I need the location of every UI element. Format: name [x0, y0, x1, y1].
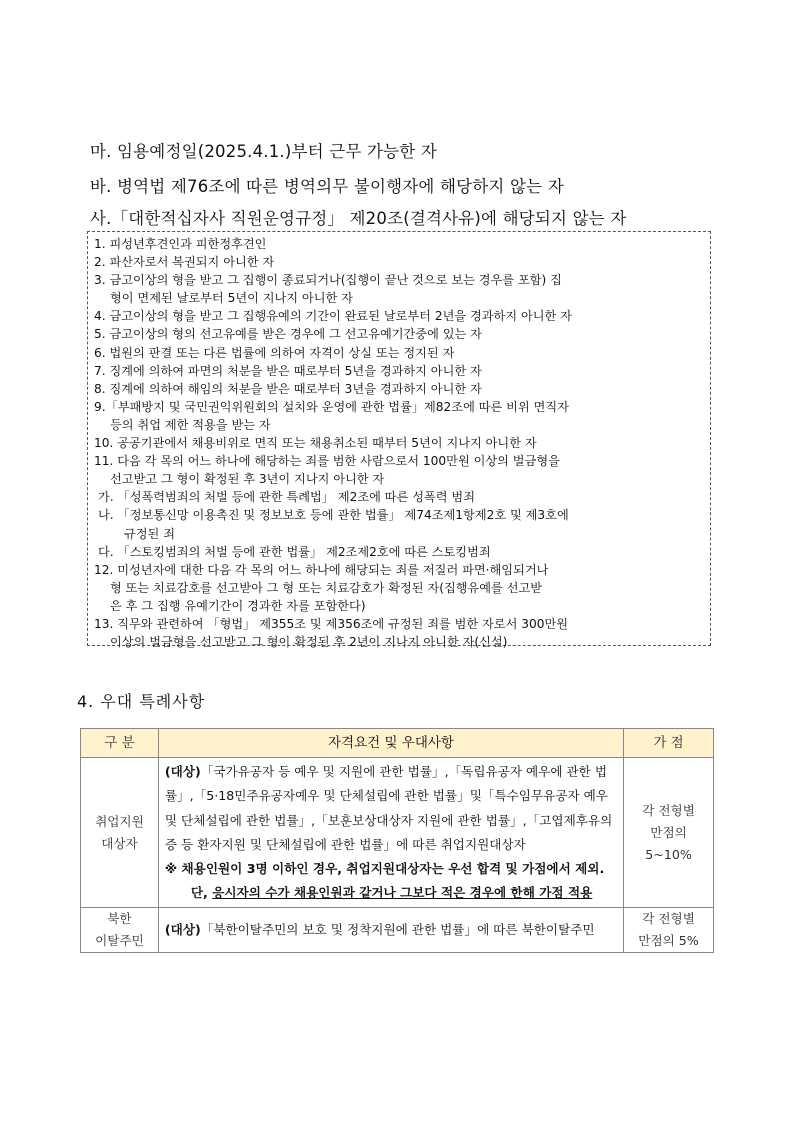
section-title: 4. 우대 특례사항: [77, 692, 206, 711]
preference-table: [80, 728, 714, 953]
category-line: 대상자: [101, 835, 138, 851]
header-category: 구 분: [81, 729, 159, 758]
disq-item-3-cont: 형이 면제된 날로부터 5년이 지나지 아니한 자: [110, 291, 353, 306]
target-description: [165, 918, 617, 942]
disq-subitem-na-cont: 규정된 죄: [124, 526, 175, 541]
category-cell: [81, 908, 159, 953]
disq-subitem-da: 다. 「스토킹범죄의 처벌 등에 관한 법률」 제2조제2호에 따른 스토킹범죄: [98, 544, 491, 559]
requirements-cell: [158, 758, 623, 908]
disq-item-3: 3. 금고이상의 형을 받고 그 집행이 종료되거나(집행이 끝난 것으로 보는 경우를 포함) 집: [94, 273, 562, 288]
disq-item-12-cont: 형 또는 치료감호를 선고받아 그 형 또는 치료감호가 확정된 자(집행유예를 선고받: [110, 580, 543, 595]
header-requirements: 자격요건 및 우대사항: [158, 729, 623, 758]
disq-item-1: 1. 피성년후견인과 피한정후견인: [94, 237, 267, 251]
points-line: 각 전형별: [642, 911, 695, 927]
points-cell: [624, 908, 714, 953]
table-row: [81, 758, 714, 908]
category-line: 취업지원: [95, 813, 144, 829]
disq-subitem-ga: 가. 「성폭력범죄의 처벌 등에 관한 특례법」 제2조에 따른 성폭력 범죄: [98, 490, 475, 505]
disq-item-13: 13. 직무와 관련하여 「형법」 제355조 및 제356조에 규정된 죄를 범한 자로서 300만원: [94, 616, 569, 631]
disq-item-11: 11. 다음 각 목의 어느 하나에 해당하는 죄를 범한 사람으로서 100만원 이상의 벌금형을: [94, 454, 560, 469]
requirement-ma: 마. 임용예정일(2025.4.1.)부터 근무 가능한 자: [90, 142, 437, 161]
target-text: 「국가유공자 등 예우 및 지원에 관한 법률」,「독립유공자 예우에 관한 법률」,「5·18민주유공자예우 및 단체설립에 관한 법률」및「특수임무유공자 예우 및 단체설립에 관한 법률」,「보훈보상대상자 지원에 관한 법률」,「고엽제후유의증 등 환자지원 및 단체설립에 관한 법률」에 따른 취업지원대상자: [164, 764, 613, 852]
disq-item-11-cont: 선고받고 그 형이 확정된 후 3년이 지나지 아니한 자: [110, 472, 385, 487]
disq-item-6: 6. 법원의 판결 또는 다른 법률에 의하여 자격이 상실 또는 정지된 자: [94, 345, 455, 360]
target-text: 「북한이탈주민의 보호 및 정착지원에 관한 법률」에 따른 북한이탈주민: [200, 922, 595, 938]
header-points: 가 점: [624, 729, 714, 758]
requirement-sa: 사.「대한적십자사 직원운영규정」 제20조(결격사유)에 해당되지 않는 자: [90, 209, 627, 228]
disq-item-9-cont: 등의 취업 제한 적용을 받는 자: [110, 417, 271, 432]
disq-item-13-cont: 이상의 벌금형을 선고받고 그 형이 확정된 후 2년이 지나지 아니한 자(신설): [110, 635, 508, 650]
note: [165, 857, 617, 905]
disq-item-8: 8. 징계에 의하여 해임의 처분을 받은 때로부터 3년을 경과하지 아니한 자: [94, 381, 482, 396]
disq-item-12-cont2: 은 후 그 집행 유예기간이 경과한 자를 포함한다): [110, 598, 366, 613]
category-line: 북한: [107, 911, 132, 927]
table-row: [81, 908, 714, 953]
requirement-ba: 바. 병역법 제76조에 따른 병역의무 불이행자에 해당하지 않는 자: [90, 177, 564, 196]
disq-subitem-na: 나. 「정보통신망 이용촉진 및 정보보호 등에 관한 법률」 제74조제1항제2호 및 제3호에: [98, 508, 569, 523]
disq-item-7: 7. 징계에 의하여 파면의 처분을 받은 때로부터 5년을 경과하지 아니한 자: [94, 363, 482, 378]
table-header-row: [81, 729, 714, 758]
points-line: 5~10%: [645, 846, 692, 862]
target-description: [165, 760, 617, 857]
category-cell: [81, 758, 159, 908]
disqualification-box: [87, 231, 711, 650]
points-cell: [624, 758, 714, 908]
disq-item-12: 12. 미성년자에 대한 다음 각 목의 어느 하나에 해당되는 죄를 저질러 파면·해임되거나: [94, 562, 549, 577]
note-text: ※ 채용인원이 3명 이하인 경우, 취업지원대상자는 우선 합격 및 가점에서 제외. 단,: [164, 861, 605, 901]
note-underlined: 응시자의 수가 채용인원과 같거나 그보다 적은 경우에 한해 가점 적용: [212, 885, 593, 901]
target-label: (대상): [164, 922, 201, 938]
disq-item-4: 4. 금고이상의 형을 받고 그 집행유예의 기간이 완료된 날로부터 2년을 경과하지 아니한 자: [94, 309, 572, 324]
points-line: 만점의: [650, 824, 687, 840]
points-line: 각 전형별: [642, 802, 695, 818]
points-line: 만점의 5%: [638, 933, 699, 949]
disq-item-5: 5. 금고이상의 형의 선고유예를 받은 경우에 그 선고유예기간중에 있는 자: [94, 327, 482, 342]
disq-item-2: 2. 파산자로서 복권되지 아니한 자: [94, 255, 275, 270]
disq-item-9: 9.「부패방지 및 국민권익위원회의 설치와 운영에 관한 법률」제82조에 따른 비위 면직자: [94, 399, 569, 414]
target-label: (대상): [164, 764, 201, 780]
requirements-cell: [158, 908, 623, 953]
category-line: 이탈주민: [95, 933, 144, 949]
disq-item-10: 10. 공공기관에서 채용비위로 면직 또는 채용취소된 때부터 5년이 지나지 아니한 자: [94, 436, 537, 451]
